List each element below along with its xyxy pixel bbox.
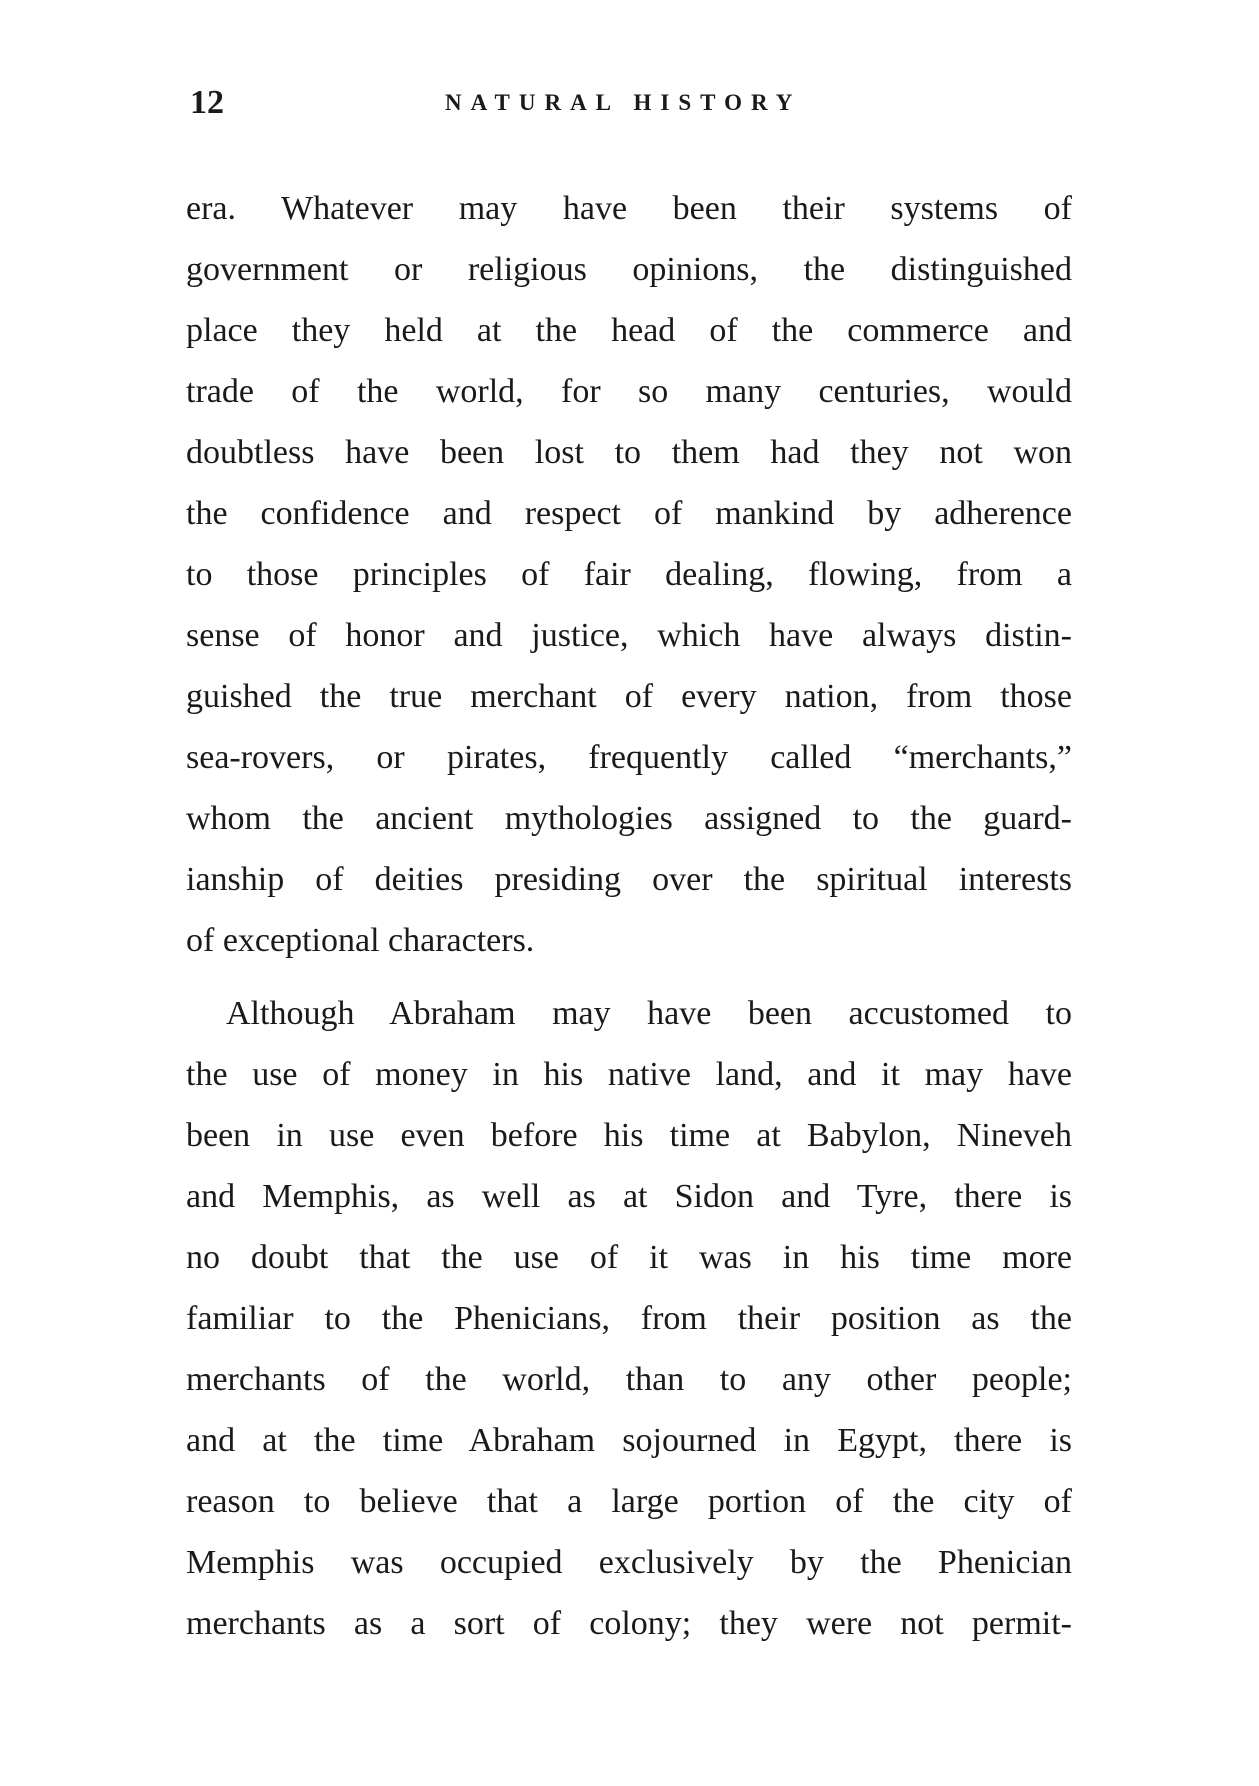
text-line: government or religious opinions, the distinguished xyxy=(186,251,1072,288)
body-text xyxy=(186,178,1072,1654)
text-line: no doubt that the use of it was in his time more xyxy=(186,1239,1072,1276)
text-line: trade of the world, for so many centuries, would xyxy=(186,373,1072,410)
text-line: of exceptional characters. xyxy=(186,922,535,959)
paragraph-1 xyxy=(186,178,1072,971)
text-line: merchants of the world, than to any other people; xyxy=(186,1361,1072,1398)
page-number: 12 xyxy=(190,84,224,121)
paragraph-gap xyxy=(186,971,1072,983)
text-line: ianship of deities presiding over the spiritual interests xyxy=(186,861,1072,898)
text-line: merchants as a sort of colony; they were not permit- xyxy=(186,1605,1072,1642)
text-line: sense of honor and justice, which have always distin- xyxy=(186,617,1072,654)
text-line: guished the true merchant of every nation, from those xyxy=(186,678,1072,715)
page-header xyxy=(190,78,1060,128)
text-line: sea-rovers, or pirates, frequently called “merchants,” xyxy=(186,739,1072,776)
text-line: the use of money in his native land, and it may have xyxy=(186,1056,1072,1093)
text-line: been in use even before his time at Babylon, Nineveh xyxy=(186,1117,1072,1154)
text-line: doubtless have been lost to them had they not won xyxy=(186,434,1072,471)
text-line: whom the ancient mythologies assigned to the guard- xyxy=(186,800,1072,837)
paragraph-2 xyxy=(186,983,1072,1654)
text-line: reason to believe that a large portion of the city of xyxy=(186,1483,1072,1520)
text-line: the confidence and respect of mankind by adherence xyxy=(186,495,1072,532)
text-line: Although Abraham may have been accustomed to xyxy=(226,995,1072,1032)
text-line: and Memphis, as well as at Sidon and Tyre, there is xyxy=(186,1178,1072,1215)
text-line: era. Whatever may have been their systems of xyxy=(186,190,1072,227)
text-line: to those principles of fair dealing, flowing, from a xyxy=(186,556,1072,593)
running-head: NATURAL HISTORY xyxy=(445,90,802,115)
text-line: place they held at the head of the commerce and xyxy=(186,312,1072,349)
text-line: and at the time Abraham sojourned in Egypt, there is xyxy=(186,1422,1072,1459)
text-line: familiar to the Phenicians, from their position as the xyxy=(186,1300,1072,1337)
text-line: Memphis was occupied exclusively by the Phenician xyxy=(186,1544,1072,1581)
